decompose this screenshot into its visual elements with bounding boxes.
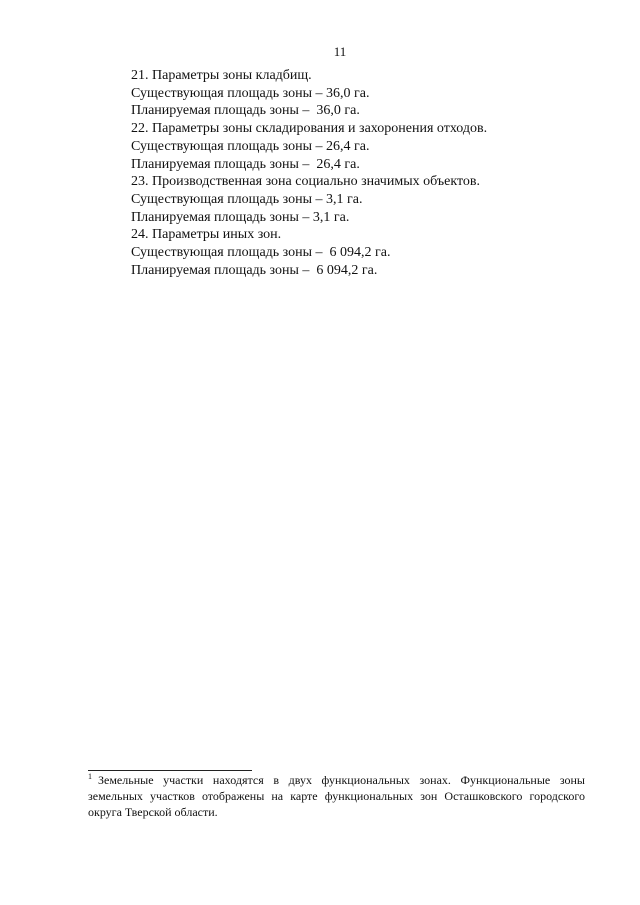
planned-area-other-zones: Планируемая площадь зоны – 6 094,2 га. (131, 262, 378, 278)
existing-area-other-zones: Существующая площадь зоны – 6 094,2 га. (131, 245, 391, 261)
footnote-divider (88, 770, 252, 771)
section-heading-cemetery-zone: 21. Параметры зоны кладбищ. (131, 68, 312, 83)
planned-area-production-zone: Планируемая площадь зоны – 3,1 га. (131, 209, 350, 225)
footnote-marker: 1 (88, 772, 92, 781)
page-number: 11 (333, 44, 347, 59)
document-body (131, 67, 601, 279)
section-heading-other-zones: 24. Параметры иных зон. (131, 227, 282, 243)
section-heading-waste-zone: 22. Параметры зоны складирования и захоронения отходов. (131, 121, 488, 137)
footnote (88, 772, 585, 820)
footnote-text: Земельные участки находятся в двух функциональных зонах. Функциональные зоны земельных участков отображены на карте функциональных зон Осташковского городского округа Тверской области. (88, 773, 585, 819)
existing-area-waste-zone: Существующая площадь зоны – 26,4 га. (131, 138, 370, 154)
planned-area-waste-zone: Планируемая площадь зоны – 26,4 га. (131, 156, 360, 172)
existing-area-cemetery-zone: Существующая площадь зоны – 36,0 га. (131, 85, 370, 101)
section-heading-production-zone: 23. Производственная зона социально значимых объектов. (131, 174, 480, 190)
existing-area-production-zone: Существующая площадь зоны – 3,1 га. (131, 191, 363, 207)
planned-area-cemetery-zone: Планируемая площадь зоны – 36,0 га. (131, 103, 360, 119)
